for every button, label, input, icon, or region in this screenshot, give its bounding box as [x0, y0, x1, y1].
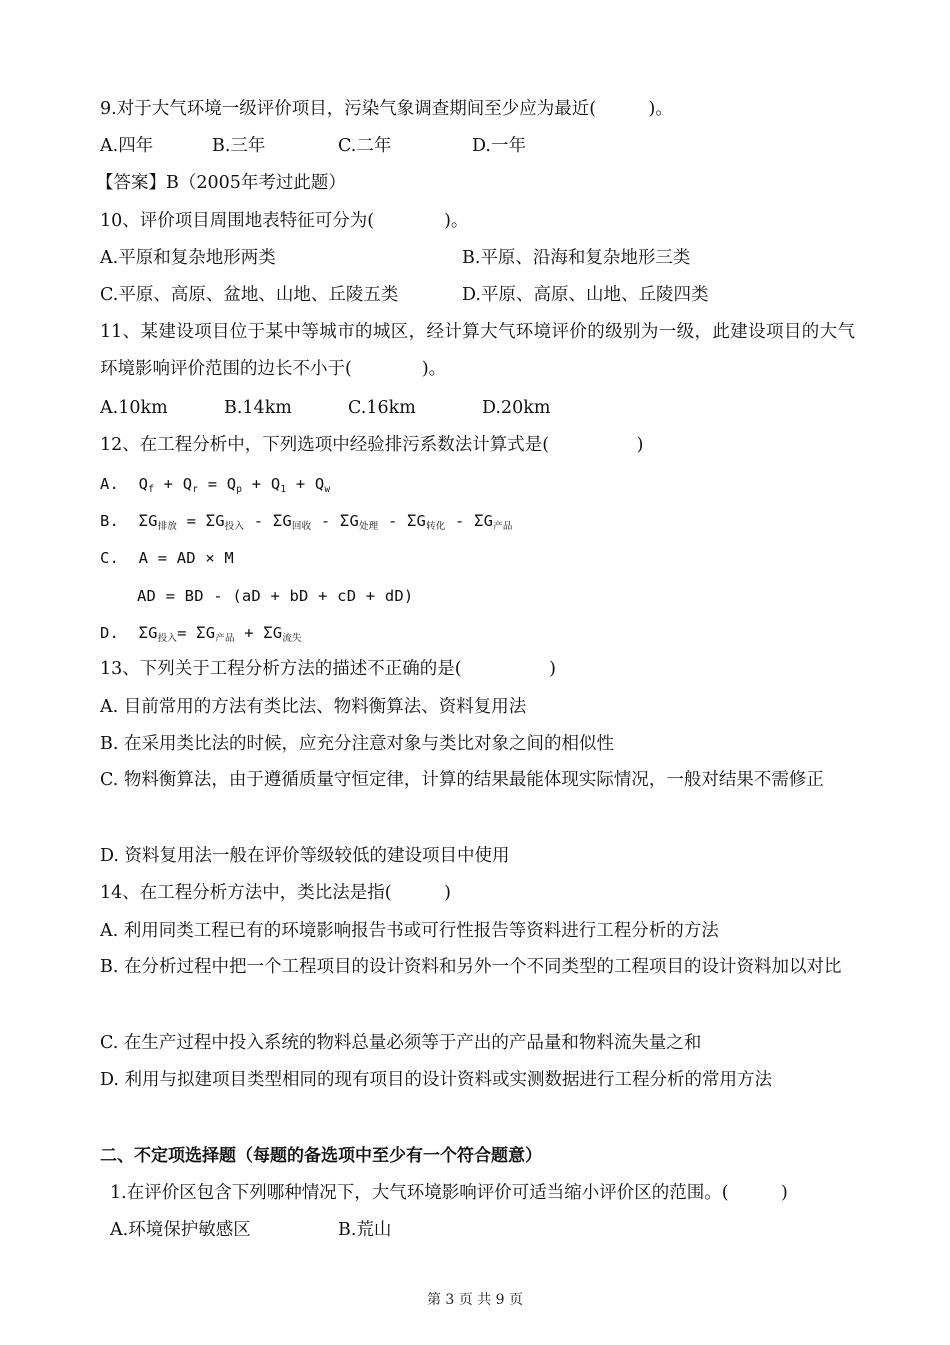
- q10-option-b: B.平原、沿海和复杂地形三类: [462, 248, 691, 268]
- q12-b-term5: - ΣG: [387, 512, 427, 530]
- q14-stem: 14、在工程分析方法中，类比法是指( ): [100, 883, 451, 903]
- q11-option-b: B.14km: [224, 398, 292, 418]
- q11-option-c: C.16km: [348, 398, 416, 418]
- q14-option-b: B. 在分析过程中把一个工程项目的设计资料和另外一个不同类型的工程项目的设计资料加以对比: [100, 957, 842, 977]
- q12-d-sub3: 流失: [282, 633, 302, 644]
- q10-option-d: D.平原、高原、山地、丘陵四类: [462, 285, 709, 305]
- q12-stem: 12、在工程分析中，下列选项中经验排污系数法计算式是( ): [100, 435, 644, 455]
- q13-stem: 13、下列关于工程分析方法的描述不正确的是( ): [100, 659, 556, 679]
- q12-option-b: [100, 510, 513, 538]
- q14-option-a: A. 利用同类工程已有的环境影响报告书或可行性报告等资料进行工程分析的方法: [100, 921, 719, 941]
- q10-option-c: C.平原、高原、盆地、山地、丘陵五类: [100, 285, 399, 305]
- q12-b-prefix: B.: [100, 512, 120, 530]
- q12-c-line1: A = AD × M: [138, 549, 234, 567]
- q12-option-c: [100, 547, 234, 569]
- q12-a-sub5: w: [324, 484, 331, 495]
- q12-b-term1: ΣG: [138, 512, 158, 530]
- q12-d-prefix: D.: [100, 624, 120, 642]
- q10-options-row2: [100, 284, 860, 306]
- q12-option-c-line2: AD = BD - (aD + bD + cD + dD): [137, 587, 414, 605]
- page-footer: 第 3 页 共 9 页: [426, 1292, 524, 1308]
- q11-option-a: A.10km: [100, 398, 168, 418]
- q12-b-sub2: 投入: [224, 521, 245, 532]
- q9-stem: 9.对于大气环境一级评价项目，污染气象调查期间至少应为最近( )。: [100, 99, 673, 119]
- q11-options: [100, 397, 860, 419]
- q13-option-a: A. 目前常用的方法有类比法、物料衡算法、资料复用法: [100, 697, 527, 717]
- q12-d-sub1: 投入: [157, 633, 178, 644]
- q12-b-sub3: 回收: [291, 521, 312, 532]
- q12-b-sub6: 产品: [493, 521, 513, 532]
- q13-option-c: C. 物料衡算法，由于遵循质量守恒定律，计算的结果最能体现实际情况，一般对结果不需修正: [100, 770, 824, 790]
- q14-option-c: C. 在生产过程中投入系统的物料总量必须等于产出的产品量和物料流失量之和: [100, 1033, 702, 1053]
- q9-options: [100, 135, 860, 157]
- q12-b-term6: - ΣG: [455, 512, 494, 530]
- q12-a-sub1: f: [148, 484, 155, 495]
- q9-option-b: B.三年: [212, 136, 266, 156]
- q12-a-term3: = Q: [198, 475, 237, 493]
- q12-d-term2: = ΣG: [177, 624, 216, 642]
- section2-q1-option-b: B.荒山: [338, 1220, 392, 1240]
- q12-a-sub4: 1: [280, 484, 287, 495]
- q12-a-sub3: p: [236, 484, 243, 495]
- q12-b-sub1: 排放: [157, 521, 178, 532]
- section2-q1-stem: 1.在评价区包含下列哪种情况下，大气环境影响评价可适当缩小评价区的范围。( ): [110, 1183, 788, 1203]
- q12-b-term2: = ΣG: [186, 512, 225, 530]
- q12-a-sub2: r: [192, 484, 199, 495]
- q12-d-sub2: 产品: [215, 633, 235, 644]
- q13-option-d: D. 资料复用法一般在评价等级较低的建设项目中使用: [100, 846, 510, 866]
- q9-option-d: D.一年: [472, 136, 526, 156]
- q12-a-term2: + Q: [154, 475, 193, 493]
- section2-q1-options: [110, 1219, 810, 1241]
- q9-option-c: C.二年: [338, 136, 392, 156]
- q12-a-term4: + Q: [242, 475, 281, 493]
- q12-c-prefix: C.: [100, 549, 120, 567]
- q13-option-b: B. 在采用类比法的时候，应充分注意对象与类比对象之间的相似性: [100, 734, 614, 754]
- q12-b-term3: - ΣG: [253, 512, 292, 530]
- q12-option-d: [100, 622, 302, 650]
- section2-q1-option-a: A.环境保护敏感区: [110, 1220, 251, 1240]
- q12-d-term3: + ΣG: [244, 624, 283, 642]
- q9-answer: 【答案】B（2005年考过此题）: [96, 173, 346, 193]
- q11-option-d: D.20km: [482, 398, 551, 418]
- q10-stem: 10、评价项目周围地表特征可分为( )。: [100, 211, 469, 231]
- q12-d-term1: ΣG: [138, 624, 158, 642]
- q14-option-d: D. 利用与拟建项目类型相同的现有项目的设计资料或实测数据进行工程分析的常用方法: [100, 1070, 773, 1090]
- q12-b-sub4: 处理: [358, 521, 379, 532]
- q12-b-sub5: 转化: [426, 521, 446, 532]
- q10-option-a: A.平原和复杂地形两类: [100, 248, 276, 268]
- section2-heading: 二、不定项选择题（每题的备选项中至少有一个符合题意）: [100, 1146, 542, 1166]
- q11-stem: 11、某建设项目位于某中等城市的城区，经计算大气环境评价的级别为一级，此建设项目的大气环境影响评价范围的边长不小于( )。: [100, 322, 855, 379]
- q10-options-row1: [100, 247, 860, 269]
- q9-option-a: A.四年: [100, 136, 154, 156]
- q12-a-term5: + Q: [286, 475, 325, 493]
- q12-a-term1: Q: [138, 475, 149, 493]
- q12-option-a: [100, 473, 330, 501]
- q12-a-prefix: A.: [100, 475, 120, 493]
- q12-b-term4: - ΣG: [320, 512, 359, 530]
